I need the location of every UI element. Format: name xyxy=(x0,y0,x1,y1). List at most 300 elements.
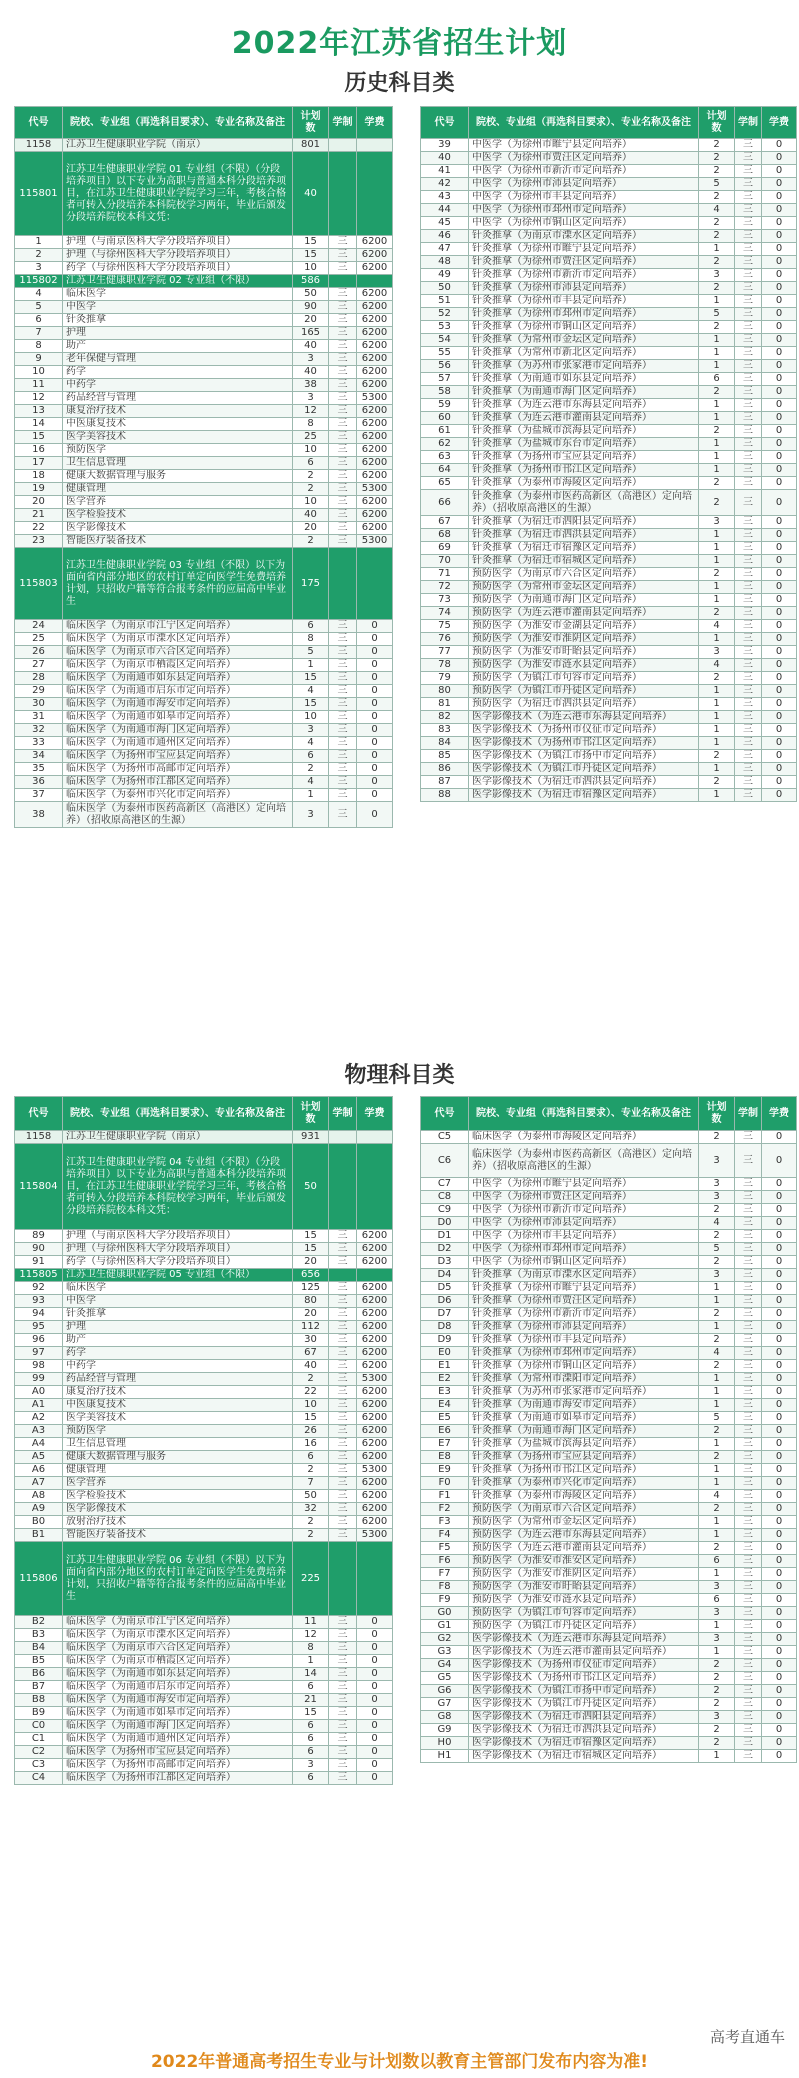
cell-code: 15 xyxy=(15,431,63,444)
cell-code: F8 xyxy=(421,1581,469,1594)
cell-fee: 5300 xyxy=(357,392,393,405)
cell-code: F0 xyxy=(421,1477,469,1490)
cell-years: 三 xyxy=(735,555,762,568)
table-row xyxy=(15,659,393,672)
cell-fee: 0 xyxy=(762,347,797,360)
cell-years: 三 xyxy=(735,1243,762,1256)
cell-fee: 5300 xyxy=(357,1464,393,1477)
cell-name: 助产 xyxy=(63,1334,293,1347)
table-row xyxy=(421,347,797,360)
cell-plan: 2 xyxy=(699,1659,735,1672)
cell-years: 三 xyxy=(329,1425,357,1438)
cell-name: 针灸推拿（为徐州市铜山区定向培养） xyxy=(469,1360,699,1373)
table-row xyxy=(421,1178,797,1191)
cell-name: 针灸推拿（为宿迁市宿豫区定向培养） xyxy=(469,542,699,555)
cell-plan: 90 xyxy=(293,301,329,314)
cell-code: 41 xyxy=(421,165,469,178)
cell-name: 预防医学（为淮安市盱眙县定向培养） xyxy=(469,1581,699,1594)
cell-name: 针灸推拿 xyxy=(63,1308,293,1321)
cell-years: 三 xyxy=(735,1568,762,1581)
header-code: 代号 xyxy=(421,107,469,139)
cell-name: 针灸推拿（为泰州市兴化市定向培养） xyxy=(469,1477,699,1490)
cell-name: 针灸推拿（为徐州市邳州市定向培养） xyxy=(469,308,699,321)
cell-years: 三 xyxy=(735,399,762,412)
cell-fee: 0 xyxy=(762,321,797,334)
cell-name: 针灸推拿（为徐州市贾汪区定向培养） xyxy=(469,1295,699,1308)
table-row xyxy=(421,737,797,750)
cell-fee: 6200 xyxy=(357,353,393,366)
table-row xyxy=(421,334,797,347)
cell-name: 药学 xyxy=(63,366,293,379)
table-row xyxy=(15,314,393,327)
cell-name: 预防医学（为连云港市灌南县定向培养） xyxy=(469,1542,699,1555)
table-row xyxy=(421,230,797,243)
cell-fee: 0 xyxy=(762,1698,797,1711)
cell-code: D6 xyxy=(421,1295,469,1308)
cell-years: 三 xyxy=(735,1464,762,1477)
cell-name: 针灸推拿 xyxy=(63,314,293,327)
cell-code: 92 xyxy=(15,1282,63,1295)
cell-name: 临床医学（为南京市栖霞区定向培养） xyxy=(63,659,293,672)
cell-years: 三 xyxy=(329,1720,357,1733)
cell-fee: 6200 xyxy=(357,1451,393,1464)
cell-name: 医学影像技术（为宿迁市宿城区定向培养） xyxy=(469,1750,699,1763)
cell-name: 智能医疗装备技术 xyxy=(63,1529,293,1542)
cell-code: E4 xyxy=(421,1399,469,1412)
cell-fee: 0 xyxy=(762,1308,797,1321)
cell-years: 三 xyxy=(329,1694,357,1707)
cell-fee: 0 xyxy=(357,698,393,711)
cell-fee: 0 xyxy=(357,1694,393,1707)
cell-code: 99 xyxy=(15,1373,63,1386)
cell-code: 77 xyxy=(421,646,469,659)
history-left-table xyxy=(14,106,393,828)
cell-fee: 0 xyxy=(762,386,797,399)
cell-plan: 6 xyxy=(293,1720,329,1733)
cell-code: 64 xyxy=(421,464,469,477)
cell-fee: 0 xyxy=(762,1131,797,1144)
cell-plan: 3 xyxy=(293,392,329,405)
cell-plan: 2 xyxy=(699,191,735,204)
cell-name: 中医学（为徐州市铜山区定向培养） xyxy=(469,1256,699,1269)
cell-code: 38 xyxy=(15,802,63,828)
table-row xyxy=(15,366,393,379)
cell-code: B8 xyxy=(15,1694,63,1707)
cell-years: 三 xyxy=(329,366,357,379)
cell-code: 67 xyxy=(421,516,469,529)
table-row xyxy=(421,139,797,152)
table-row xyxy=(421,1321,797,1334)
cell-fee: 0 xyxy=(762,1516,797,1529)
table-row xyxy=(421,1659,797,1672)
cell-code: A9 xyxy=(15,1503,63,1516)
cell-name: 中医学（为徐州市贾汪区定向培养） xyxy=(469,152,699,165)
cell-plan: 2 xyxy=(699,1360,735,1373)
cell-name: 临床医学（为扬州市宝应县定向培养） xyxy=(63,1746,293,1759)
cell-years: 三 xyxy=(735,1477,762,1490)
cell-fee: 6200 xyxy=(357,1334,393,1347)
cell-plan: 6 xyxy=(699,373,735,386)
cell-code: B0 xyxy=(15,1516,63,1529)
cell-name: 临床医学（为泰州市海陵区定向培养） xyxy=(469,1131,699,1144)
cell-code: 80 xyxy=(421,685,469,698)
cell-name: 中医学 xyxy=(63,1295,293,1308)
cell-code: H1 xyxy=(421,1750,469,1763)
page-title: 2022年江苏省招生计划 xyxy=(231,26,568,61)
cell-fee: 0 xyxy=(762,464,797,477)
cell-code: 42 xyxy=(421,178,469,191)
cell-fee xyxy=(357,1144,393,1230)
cell-name: 护理（与南京医科大学分段培养项目） xyxy=(63,236,293,249)
table-row xyxy=(15,1282,393,1295)
cell-name: 药品经营与管理 xyxy=(63,392,293,405)
cell-code: 71 xyxy=(421,568,469,581)
table-row xyxy=(15,1655,393,1668)
table-row xyxy=(421,659,797,672)
cell-years: 三 xyxy=(329,444,357,457)
cell-code: F9 xyxy=(421,1594,469,1607)
cell-fee: 0 xyxy=(357,1720,393,1733)
cell-name: 医学影像技术（为连云港市东海县定向培养） xyxy=(469,1633,699,1646)
table-row xyxy=(421,633,797,646)
table-row xyxy=(421,217,797,230)
header-plan: 计划数 xyxy=(699,107,735,139)
cell-code: B5 xyxy=(15,1655,63,1668)
cell-years: 三 xyxy=(735,308,762,321)
cell-code: C6 xyxy=(421,1144,469,1178)
table-header-row xyxy=(15,107,393,139)
cell-plan: 1 xyxy=(699,464,735,477)
cell-plan: 2 xyxy=(293,470,329,483)
cell-plan: 2 xyxy=(699,1204,735,1217)
cell-years: 三 xyxy=(735,282,762,295)
cell-code: F2 xyxy=(421,1503,469,1516)
cell-code: 36 xyxy=(15,776,63,789)
cell-plan: 50 xyxy=(293,288,329,301)
cell-code: 19 xyxy=(15,483,63,496)
cell-fee: 0 xyxy=(762,1256,797,1269)
table-row xyxy=(15,1243,393,1256)
table-row xyxy=(15,633,393,646)
table-row xyxy=(421,1529,797,1542)
cell-plan: 1 xyxy=(699,1568,735,1581)
table-row xyxy=(421,711,797,724)
cell-fee: 0 xyxy=(762,711,797,724)
cell-name: 江苏卫生健康职业学院 04 专业组（不限）（分段培养项目）以下专业为高职与普通本科分段培养项目，在江苏卫生健康职业学院学习三年，考核合格者可转入分段培养本科院校学习两年，毕业后颁发分段培养院校本科文凭： xyxy=(63,1144,293,1230)
cell-name: 针灸推拿（为南通市如皋市定向培养） xyxy=(469,1412,699,1425)
cell-plan: 1 xyxy=(699,1399,735,1412)
cell-fee: 6200 xyxy=(357,1243,393,1256)
cell-code: B1 xyxy=(15,1529,63,1542)
cell-plan: 15 xyxy=(293,249,329,262)
cell-code: 37 xyxy=(15,789,63,802)
cell-fee: 0 xyxy=(762,243,797,256)
cell-fee: 0 xyxy=(762,1217,797,1230)
cell-years: 三 xyxy=(735,711,762,724)
cell-code: G9 xyxy=(421,1724,469,1737)
cell-years: 三 xyxy=(329,1308,357,1321)
cell-years: 三 xyxy=(329,431,357,444)
cell-plan: 25 xyxy=(293,431,329,444)
cell-name: 针灸推拿（为常州市金坛区定向培养） xyxy=(469,334,699,347)
cell-plan: 931 xyxy=(293,1131,329,1144)
cell-code: B4 xyxy=(15,1642,63,1655)
cell-code: 55 xyxy=(421,347,469,360)
cell-years: 三 xyxy=(329,1629,357,1642)
table-row xyxy=(15,1464,393,1477)
cell-code: G5 xyxy=(421,1672,469,1685)
cell-fee: 0 xyxy=(357,789,393,802)
table-row xyxy=(421,1191,797,1204)
cell-name: 临床医学（为南通市启东市定向培养） xyxy=(63,1681,293,1694)
table-row xyxy=(421,516,797,529)
table-row xyxy=(421,1399,797,1412)
table-row xyxy=(421,269,797,282)
cell-code: 21 xyxy=(15,509,63,522)
cell-plan: 4 xyxy=(699,620,735,633)
cell-name: 针灸推拿（为徐州市沛县定向培养） xyxy=(469,1321,699,1334)
cell-name: 预防医学（为常州市金坛区定向培养） xyxy=(469,1516,699,1529)
cell-plan: 2 xyxy=(699,1334,735,1347)
cell-plan: 38 xyxy=(293,379,329,392)
table-row xyxy=(421,464,797,477)
cell-years: 三 xyxy=(735,1737,762,1750)
table-header-row xyxy=(15,1097,393,1131)
cell-code: C1 xyxy=(15,1733,63,1746)
cell-years: 三 xyxy=(329,1759,357,1772)
cell-fee: 0 xyxy=(762,1607,797,1620)
table-row xyxy=(421,672,797,685)
cell-years: 三 xyxy=(735,1503,762,1516)
table-row xyxy=(15,672,393,685)
cell-code: 18 xyxy=(15,470,63,483)
cell-years: 三 xyxy=(329,457,357,470)
cell-fee: 0 xyxy=(762,139,797,152)
cell-name: 针灸推拿（为南京市溧水区定向培养） xyxy=(469,1269,699,1282)
cell-plan: 1 xyxy=(293,789,329,802)
cell-name: 针灸推拿（为连云港市灌南县定向培养） xyxy=(469,412,699,425)
cell-plan: 10 xyxy=(293,1399,329,1412)
table-row xyxy=(421,568,797,581)
table-row xyxy=(15,1503,393,1516)
cell-fee: 0 xyxy=(357,763,393,776)
cell-code: 93 xyxy=(15,1295,63,1308)
cell-code: 66 xyxy=(421,490,469,516)
table-row xyxy=(421,1646,797,1659)
cell-plan: 2 xyxy=(293,1529,329,1542)
cell-name: 临床医学（为南通市如皋市定向培养） xyxy=(63,1707,293,1720)
cell-name: 针灸推拿（为盐城市滨海县定向培养） xyxy=(469,425,699,438)
cell-code: 29 xyxy=(15,685,63,698)
cell-fee: 0 xyxy=(762,737,797,750)
cell-years: 三 xyxy=(735,1659,762,1672)
cell-name: 临床医学（为南通市通州区定向培养） xyxy=(63,737,293,750)
cell-plan: 125 xyxy=(293,1282,329,1295)
cell-code: 40 xyxy=(421,152,469,165)
cell-name: 智能医疗装备技术 xyxy=(63,535,293,548)
cell-fee: 0 xyxy=(762,776,797,789)
cell-years: 三 xyxy=(329,1464,357,1477)
cell-plan: 3 xyxy=(293,353,329,366)
table-row xyxy=(15,418,393,431)
cell-years: 三 xyxy=(735,1321,762,1334)
cell-name: 医学影像技术（为扬州市仪征市定向培养） xyxy=(469,724,699,737)
cell-name: 江苏卫生健康职业学院（南京） xyxy=(63,1131,293,1144)
table-row xyxy=(421,750,797,763)
cell-code: B2 xyxy=(15,1616,63,1629)
cell-code: 53 xyxy=(421,321,469,334)
cell-years: 三 xyxy=(329,1347,357,1360)
cell-plan: 1 xyxy=(699,685,735,698)
cell-code: 75 xyxy=(421,620,469,633)
cell-name: 临床医学（为南京市栖霞区定向培养） xyxy=(63,1655,293,1668)
cell-code: 91 xyxy=(15,1256,63,1269)
cell-years: 三 xyxy=(735,230,762,243)
cell-code: A3 xyxy=(15,1425,63,1438)
table-row xyxy=(421,178,797,191)
cell-years: 三 xyxy=(329,314,357,327)
cell-years xyxy=(329,1269,357,1282)
cell-code: G0 xyxy=(421,1607,469,1620)
cell-fee: 0 xyxy=(357,1746,393,1759)
cell-years: 三 xyxy=(329,1642,357,1655)
cell-plan: 6 xyxy=(293,457,329,470)
cell-fee: 5300 xyxy=(357,1373,393,1386)
cell-fee: 0 xyxy=(762,1724,797,1737)
cell-years: 三 xyxy=(329,789,357,802)
cell-code: 90 xyxy=(15,1243,63,1256)
cell-years: 三 xyxy=(735,698,762,711)
cell-years: 三 xyxy=(735,360,762,373)
table-row xyxy=(15,379,393,392)
cell-years: 三 xyxy=(735,581,762,594)
cell-name: 中医学（为徐州市沛县定向培养） xyxy=(469,1217,699,1230)
cell-years: 三 xyxy=(329,1707,357,1720)
cell-fee: 6200 xyxy=(357,236,393,249)
cell-code: B6 xyxy=(15,1668,63,1681)
table-row xyxy=(15,1759,393,1772)
cell-code: G8 xyxy=(421,1711,469,1724)
table-row xyxy=(421,204,797,217)
cell-plan: 2 xyxy=(699,776,735,789)
cell-years: 三 xyxy=(329,1746,357,1759)
cell-code: 51 xyxy=(421,295,469,308)
table-row xyxy=(421,477,797,490)
cell-fee: 6200 xyxy=(357,1256,393,1269)
cell-plan: 7 xyxy=(293,1477,329,1490)
cell-fee: 0 xyxy=(357,672,393,685)
cell-years: 三 xyxy=(735,568,762,581)
cell-fee: 0 xyxy=(762,191,797,204)
table-row xyxy=(15,1529,393,1542)
cell-fee: 6200 xyxy=(357,379,393,392)
cell-name: 中药学 xyxy=(63,379,293,392)
cell-name: 临床医学（为南京市江宁区定向培养） xyxy=(63,1616,293,1629)
cell-fee: 6200 xyxy=(357,1347,393,1360)
cell-fee: 6200 xyxy=(357,1412,393,1425)
cell-fee: 0 xyxy=(357,776,393,789)
cell-fee: 0 xyxy=(762,1633,797,1646)
cell-code: 69 xyxy=(421,542,469,555)
cell-code: 8 xyxy=(15,340,63,353)
cell-fee: 0 xyxy=(762,1269,797,1282)
cell-code: 28 xyxy=(15,672,63,685)
cell-plan: 26 xyxy=(293,1425,329,1438)
table-row xyxy=(15,470,393,483)
cell-years: 三 xyxy=(735,373,762,386)
cell-name: 针灸推拿（为盐城市滨海县定向培养） xyxy=(469,1438,699,1451)
table-row xyxy=(15,1131,393,1144)
cell-years: 三 xyxy=(735,178,762,191)
cell-fee: 0 xyxy=(762,282,797,295)
cell-name: 医学影像技术（为镇江市扬中市定向培养） xyxy=(469,1685,699,1698)
cell-code: C9 xyxy=(421,1204,469,1217)
table-row xyxy=(15,262,393,275)
cell-fee: 0 xyxy=(762,581,797,594)
cell-fee: 0 xyxy=(762,1386,797,1399)
header-code: 代号 xyxy=(421,1097,469,1131)
cell-plan: 2 xyxy=(699,607,735,620)
cell-name: 药学（与徐州医科大学分段培养项目） xyxy=(63,1256,293,1269)
cell-name: 中医学（为徐州市丰县定向培养） xyxy=(469,1230,699,1243)
cell-code: 115804 xyxy=(15,1144,63,1230)
cell-name: 医学影像技术（为宿迁市泗洪县定向培养） xyxy=(469,776,699,789)
cell-name: 中医学（为徐州市铜山区定向培养） xyxy=(469,217,699,230)
cell-years: 三 xyxy=(735,425,762,438)
cell-plan: 1 xyxy=(699,360,735,373)
cell-years: 三 xyxy=(735,542,762,555)
cell-years: 三 xyxy=(329,1243,357,1256)
cell-fee: 0 xyxy=(762,1282,797,1295)
cell-plan: 656 xyxy=(293,1269,329,1282)
cell-name: 预防医学（为淮安市涟水县定向培养） xyxy=(469,1594,699,1607)
cell-plan: 15 xyxy=(293,1707,329,1720)
table-row xyxy=(421,594,797,607)
table-row xyxy=(421,1386,797,1399)
cell-fee: 6200 xyxy=(357,1477,393,1490)
cell-plan: 4 xyxy=(293,685,329,698)
cell-plan: 2 xyxy=(699,1672,735,1685)
cell-name: 针灸推拿（为徐州市睢宁县定向培养） xyxy=(469,243,699,256)
cell-plan: 1 xyxy=(699,763,735,776)
cell-code: F6 xyxy=(421,1555,469,1568)
cell-code: C7 xyxy=(421,1178,469,1191)
cell-years: 三 xyxy=(735,1295,762,1308)
cell-name: 护理（与南京医科大学分段培养项目） xyxy=(63,1230,293,1243)
cell-plan: 15 xyxy=(293,698,329,711)
cell-plan: 50 xyxy=(293,1144,329,1230)
cell-code: 89 xyxy=(15,1230,63,1243)
table-row xyxy=(15,1269,393,1282)
cell-code: 24 xyxy=(15,620,63,633)
cell-fee: 6200 xyxy=(357,470,393,483)
cell-years: 三 xyxy=(329,327,357,340)
cell-code: 20 xyxy=(15,496,63,509)
cell-name: 医学影像技术（为连云港市灌南县定向培养） xyxy=(469,1646,699,1659)
cell-years: 三 xyxy=(735,165,762,178)
cell-years: 三 xyxy=(329,1529,357,1542)
cell-name: 医学影像技术（为扬州市邗江区定向培养） xyxy=(469,1672,699,1685)
cell-plan: 3 xyxy=(699,1607,735,1620)
cell-code: A1 xyxy=(15,1399,63,1412)
cell-name: 医学营养 xyxy=(63,496,293,509)
cell-name: 预防医学（为淮安市涟水县定向培养） xyxy=(469,659,699,672)
table-row xyxy=(15,1295,393,1308)
table-row xyxy=(15,620,393,633)
cell-name: 中医学 xyxy=(63,301,293,314)
cell-fee xyxy=(357,152,393,236)
cell-plan: 3 xyxy=(699,646,735,659)
